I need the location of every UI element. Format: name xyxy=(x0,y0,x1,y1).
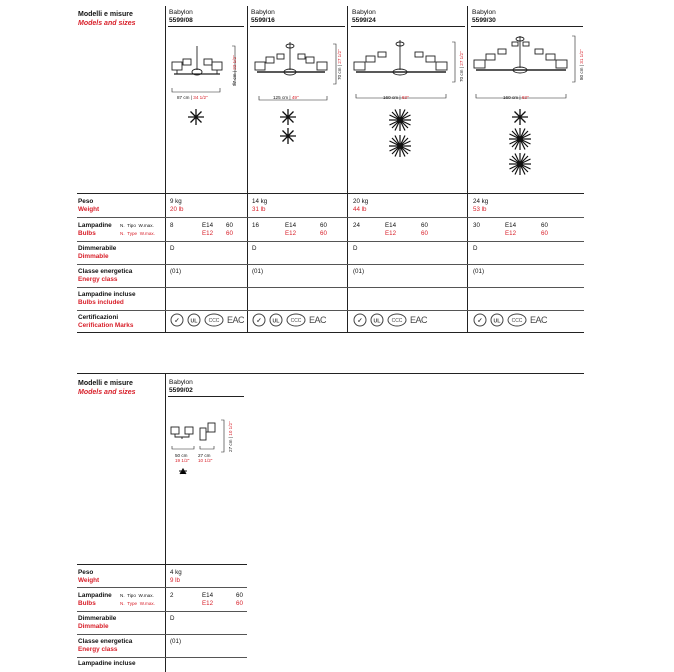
height-dimension: 70 cm | 27 1/2" xyxy=(337,49,342,80)
weight-label xyxy=(78,198,99,213)
row-divider xyxy=(77,634,247,635)
svg-text:UL: UL xyxy=(373,318,381,325)
bulb-count: 30 xyxy=(473,222,480,229)
label-it: Lampadine incluse xyxy=(78,660,136,667)
bulb-wattage xyxy=(226,222,233,238)
divider xyxy=(351,26,465,27)
dim-in: 31 1/2" xyxy=(579,49,584,64)
dimmable-value: D xyxy=(473,245,478,252)
label-it: Lampadine incluse xyxy=(78,291,136,298)
label-en: Dimmable xyxy=(78,622,109,630)
w-eu: 60 xyxy=(320,222,327,229)
bulb-wattage xyxy=(421,222,428,238)
kg: 20 kg xyxy=(353,198,369,205)
top-view-icon xyxy=(279,108,297,126)
w-eu: 60 xyxy=(226,222,233,229)
row-divider xyxy=(77,310,584,311)
height-dimension: 57 cm | 22 1/2" xyxy=(232,55,237,86)
bulb-type xyxy=(385,222,396,238)
energy-value: (01) xyxy=(252,268,264,275)
product-header xyxy=(352,9,376,25)
dim-in: 49" xyxy=(291,95,299,100)
bulb-wattage xyxy=(320,222,327,238)
cert-icons xyxy=(353,313,427,327)
w-us: 60 xyxy=(320,230,327,237)
divider xyxy=(168,396,244,397)
column-divider xyxy=(347,6,348,333)
label-it: Dimmerabile xyxy=(78,615,117,622)
label-en: Bulbs xyxy=(78,229,96,237)
label-it: Classe energetica xyxy=(78,638,133,645)
sub-wmax: W.max. xyxy=(138,223,154,228)
product-name: Babylon xyxy=(472,9,496,16)
product-header xyxy=(169,9,193,25)
top-view-icon xyxy=(508,127,532,151)
sub-type: Tipo xyxy=(127,593,136,598)
dim-in: 27 1/2" xyxy=(459,51,464,66)
bulbs-sub-header xyxy=(120,223,154,229)
type-eu: E14 xyxy=(285,222,297,229)
top-view-icon xyxy=(508,152,532,176)
row-divider xyxy=(77,287,584,288)
label-it: Peso xyxy=(78,569,94,576)
svg-text:CCC: CCC xyxy=(290,318,302,324)
width-dimension: 160 cm | 63" xyxy=(503,95,529,100)
dimmable-value: D xyxy=(170,615,175,622)
w-us: 60 xyxy=(421,230,428,237)
lb: 31 lb xyxy=(252,206,266,213)
dimmable-value: D xyxy=(252,245,257,252)
dim-cm: 50 cm xyxy=(175,453,188,458)
product-name: Babylon xyxy=(352,9,376,16)
type-us: E12 xyxy=(385,230,397,237)
label-it: Classe energetica xyxy=(78,268,133,275)
certification-mark-icon xyxy=(473,313,487,327)
label-en: Energy class xyxy=(78,275,118,283)
energy-label xyxy=(78,268,132,283)
type-eu: E14 xyxy=(505,222,517,229)
bulb-count: 16 xyxy=(252,222,259,229)
eac-icon: EAC xyxy=(309,315,327,325)
certification-mark-icon xyxy=(353,313,367,327)
weight-value xyxy=(473,198,488,214)
ul-icon xyxy=(490,313,504,327)
dim-cm: 57 cm xyxy=(232,73,237,86)
models-label-it: Modelli e misure xyxy=(78,11,133,18)
bulb-count: 24 xyxy=(353,222,360,229)
height-dimension: 27 cm | 10 1/2" xyxy=(228,421,233,452)
label-it: Dimmerabile xyxy=(78,245,117,252)
chandelier-drawing xyxy=(472,34,584,102)
svg-text:CCC: CCC xyxy=(511,318,523,324)
dim-cm: 125 cm xyxy=(273,95,289,100)
width-dimension xyxy=(175,453,189,463)
top-view-icon xyxy=(178,467,188,475)
bulb-type xyxy=(202,592,213,608)
type-us: E12 xyxy=(505,230,517,237)
divider xyxy=(471,26,583,27)
dim-in: 22 1/2" xyxy=(232,55,237,70)
dim-in: 10 1/2" xyxy=(198,458,213,463)
label-it: Lampadine xyxy=(78,592,112,599)
models-label-en: Models and sizes xyxy=(78,389,136,396)
sub-n: N. xyxy=(120,601,125,606)
bulb-count: 8 xyxy=(170,222,174,229)
ccc-icon xyxy=(204,313,224,327)
kg: 24 kg xyxy=(473,198,489,205)
label-en: Weight xyxy=(78,576,100,584)
dim-in: 19 1/2" xyxy=(175,458,190,463)
wall-lamp-drawing xyxy=(170,418,246,458)
dim-cm: 70 cm xyxy=(459,69,464,82)
cert-icons xyxy=(473,313,547,327)
bulb-type xyxy=(202,222,213,238)
bulbs-label xyxy=(78,592,112,607)
weight-value xyxy=(252,198,267,214)
sub-type: Tipo xyxy=(127,223,136,228)
product-code: 5599/02 xyxy=(169,387,193,394)
eac-icon: EAC xyxy=(227,315,245,325)
depth-dimension xyxy=(198,453,212,463)
kg: 9 kg xyxy=(170,198,182,205)
product-code: 5599/16 xyxy=(251,17,275,24)
dim-in: 27 1/2" xyxy=(337,49,342,64)
ul-icon xyxy=(370,313,384,327)
height-dimension: 80 cm | 31 1/2" xyxy=(579,49,584,80)
dim-in: 10 1/2" xyxy=(228,421,233,436)
dimmable-label xyxy=(78,615,116,630)
sub-type: Type xyxy=(127,601,138,606)
energy-value: (01) xyxy=(473,268,485,275)
dim-in: 63" xyxy=(521,95,529,100)
product-code: 5599/08 xyxy=(169,17,193,24)
models-label xyxy=(78,379,136,397)
label-it: Certificazioni xyxy=(78,314,119,321)
label-it: Peso xyxy=(78,198,94,205)
dim-in: 34 1/2" xyxy=(193,95,208,100)
row-divider xyxy=(77,611,247,612)
row-divider xyxy=(77,193,584,194)
w-eu: 60 xyxy=(541,222,548,229)
ccc-icon xyxy=(286,313,306,327)
bulb-count: 2 xyxy=(170,592,174,599)
sub-n: N. xyxy=(120,231,125,236)
bulbs-label xyxy=(78,222,112,237)
label-it: Lampadine xyxy=(78,222,112,229)
svg-text:UL: UL xyxy=(190,318,198,325)
row-divider xyxy=(77,587,247,588)
dim-in: 63" xyxy=(401,95,409,100)
w-us: 60 xyxy=(541,230,548,237)
width-dimension: 160 cm | 63" xyxy=(383,95,409,100)
ccc-icon xyxy=(507,313,527,327)
product-code: 5599/30 xyxy=(472,17,496,24)
ul-icon xyxy=(269,313,283,327)
models-label-it: Modelli e misure xyxy=(78,380,133,387)
cert-label xyxy=(78,314,133,329)
label-en: Cerification Marks xyxy=(78,321,134,329)
top-view-icon xyxy=(511,108,529,126)
divider xyxy=(168,26,244,27)
certification-mark-icon xyxy=(170,313,184,327)
bulb-type xyxy=(505,222,516,238)
label-en: Bulbs xyxy=(78,599,96,607)
ul-icon xyxy=(187,313,201,327)
bulbs-sub-header-en xyxy=(120,601,155,607)
dim-cm: 70 cm xyxy=(337,67,342,80)
w-eu: 60 xyxy=(236,592,243,599)
dim-cm: 80 cm xyxy=(579,67,584,80)
sub-wmax: W.max. xyxy=(139,601,156,606)
top-view-icon xyxy=(279,127,297,145)
divider xyxy=(250,26,345,27)
row-divider xyxy=(77,564,247,565)
sub-wmax: W.max. xyxy=(139,231,156,236)
weight-label xyxy=(78,569,99,584)
energy-value: (01) xyxy=(353,268,365,275)
column-divider xyxy=(165,6,166,333)
row-divider xyxy=(77,332,584,333)
type-eu: E14 xyxy=(202,592,214,599)
energy-value: (01) xyxy=(170,638,182,645)
dim-cm: 160 cm xyxy=(383,95,399,100)
section-top-border xyxy=(77,373,584,374)
row-divider xyxy=(77,217,584,218)
label-en: Energy class xyxy=(78,645,118,653)
column-divider xyxy=(247,6,248,333)
type-eu: E14 xyxy=(202,222,214,229)
row-divider xyxy=(77,657,247,658)
type-us: E12 xyxy=(202,230,214,237)
energy-label xyxy=(78,638,132,653)
sub-type: Type xyxy=(127,231,138,236)
svg-text:✓: ✓ xyxy=(256,317,262,325)
bulb-wattage xyxy=(236,592,243,608)
svg-text:✓: ✓ xyxy=(357,317,363,325)
top-view-icon xyxy=(388,134,412,158)
eac-icon: EAC xyxy=(530,315,548,325)
energy-value: (01) xyxy=(170,268,182,275)
sub-n: N. xyxy=(120,223,125,228)
dimmable-value: D xyxy=(353,245,358,252)
width-dimension: 87 cm | 34 1/2" xyxy=(177,95,208,100)
w-us: 60 xyxy=(226,230,233,237)
product-header xyxy=(472,9,496,25)
dim-cm: 27 cm xyxy=(228,439,233,452)
bulbs-included-label xyxy=(78,660,136,668)
sub-n: N. xyxy=(120,593,125,598)
w-us: 60 xyxy=(236,600,243,607)
bulbs-sub-header xyxy=(120,593,154,599)
svg-text:✓: ✓ xyxy=(477,317,483,325)
label-en: Dimmable xyxy=(78,252,109,260)
product-header xyxy=(251,9,275,25)
height-dimension: 70 cm | 27 1/2" xyxy=(459,51,464,82)
dimmable-value: D xyxy=(170,245,175,252)
sub-wmax: W.max. xyxy=(138,593,154,598)
type-eu: E14 xyxy=(385,222,397,229)
product-name: Babylon xyxy=(169,379,193,386)
row-divider xyxy=(77,241,584,242)
bulbs-sub-header-en xyxy=(120,231,155,237)
models-label-en: Models and sizes xyxy=(78,20,136,27)
cert-icons xyxy=(252,313,326,327)
lb: 9 lb xyxy=(170,577,180,584)
lb: 20 lb xyxy=(170,206,184,213)
svg-text:CCC: CCC xyxy=(208,318,220,324)
kg: 4 kg xyxy=(170,569,182,576)
product-code: 5599/24 xyxy=(352,17,376,24)
type-us: E12 xyxy=(202,600,214,607)
label-en: Bulbs included xyxy=(78,298,124,306)
weight-value xyxy=(170,569,182,585)
svg-text:UL: UL xyxy=(272,318,280,325)
column-divider xyxy=(467,6,468,333)
bulbs-included-label xyxy=(78,291,136,306)
ccc-icon xyxy=(387,313,407,327)
svg-text:CCC: CCC xyxy=(391,318,403,324)
dim-cm: 160 cm xyxy=(503,95,519,100)
product-header xyxy=(169,379,193,395)
weight-value xyxy=(353,198,368,214)
lb: 44 lb xyxy=(353,206,367,213)
top-view-icon xyxy=(388,108,412,132)
row-divider xyxy=(77,264,584,265)
top-view-icon xyxy=(187,108,205,126)
bulb-type xyxy=(285,222,296,238)
certification-mark-icon xyxy=(252,313,266,327)
product-name: Babylon xyxy=(169,9,193,16)
svg-text:UL: UL xyxy=(493,318,501,325)
chandelier-drawing xyxy=(253,40,345,102)
dim-cm: 87 cm xyxy=(177,95,190,100)
width-dimension: 125 cm | 49" xyxy=(273,95,299,100)
cert-icons xyxy=(170,313,244,327)
column-divider xyxy=(165,374,166,672)
product-name: Babylon xyxy=(251,9,275,16)
dim-cm: 27 cm xyxy=(198,453,211,458)
bulb-wattage xyxy=(541,222,548,238)
lb: 53 lb xyxy=(473,206,487,213)
label-en: Weight xyxy=(78,205,100,213)
chandelier-drawing xyxy=(352,38,464,102)
weight-value xyxy=(170,198,183,214)
w-eu: 60 xyxy=(421,222,428,229)
eac-icon: EAC xyxy=(410,315,428,325)
models-label xyxy=(78,10,136,28)
svg-text:✓: ✓ xyxy=(174,317,180,325)
kg: 14 kg xyxy=(252,198,268,205)
type-us: E12 xyxy=(285,230,297,237)
dimmable-label xyxy=(78,245,116,260)
